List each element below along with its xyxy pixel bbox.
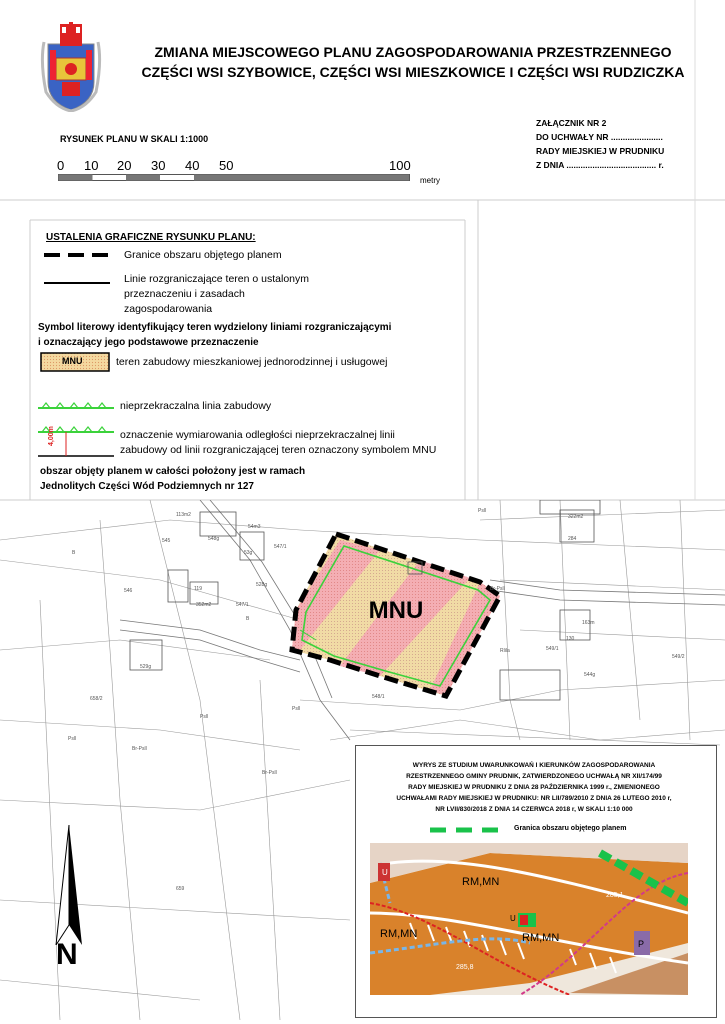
inset-text-5: NR LVII/830/2018 Z DNIA 14 CZERWCA 2018 r, W SKALI 1:10 000 — [435, 806, 633, 813]
groundwater-note — [40, 464, 305, 494]
inset-zone-p: P — [638, 939, 645, 949]
svg-text:545: 545 — [162, 538, 171, 544]
legend-building-line-text: nieprzekraczalna linia zabudowy — [120, 400, 272, 412]
svg-text:Psll: Psll — [478, 508, 487, 514]
scale-unit: metry — [420, 176, 440, 185]
svg-text:547/1: 547/1 — [274, 544, 287, 550]
inset-legend-text: Granica obszaru objętego planem — [514, 825, 627, 832]
svg-text:352m2: 352m2 — [196, 602, 212, 608]
scale-tick-40: 40 — [185, 158, 200, 173]
legend-symbol-2: i oznaczający jego podstawowe przeznaczenie — [38, 337, 259, 348]
scale-tick-10: 10 — [84, 158, 99, 173]
inset-description — [358, 760, 710, 815]
svg-text:Psll: Psll — [292, 706, 301, 712]
svg-text:659: 659 — [176, 886, 185, 892]
svg-text:113m2: 113m2 — [176, 512, 191, 518]
inset-text-3: RADY MIEJSKIEJ W PRUDNIKU Z DNIA 28 PAŹDZIERNIKA 1999 r., ZMIENIONEGO — [408, 784, 660, 791]
mnu-symbol-code: MNU — [62, 356, 83, 366]
svg-text:Br-Psll: Br-Psll — [490, 586, 505, 592]
mnu-plot-label: MNU — [368, 597, 424, 624]
inset-zone-2: RM,MN — [380, 928, 418, 940]
north-label: N — [56, 938, 78, 971]
inset-elev-2: 285,8 — [456, 964, 474, 971]
svg-text:163m: 163m — [582, 620, 595, 626]
svg-text:54m3: 54m3 — [248, 524, 261, 530]
groundwater-2: Jednolitych Części Wód Podziemnych nr 127 — [40, 481, 254, 492]
svg-text:Psll: Psll — [200, 714, 209, 720]
scale-tick-100: 100 — [389, 158, 411, 173]
title-line-2: CZĘŚCI WSI SZYBOWICE, CZĘŚCI WSI MIESZKOWICE I CZĘŚCI WSI RUDZICZKA — [141, 64, 685, 80]
svg-text:284: 284 — [568, 536, 577, 542]
scale-tick-20: 20 — [117, 158, 132, 173]
svg-text:548g: 548g — [208, 536, 220, 542]
svg-text:546: 546 — [124, 588, 133, 594]
inset-zone-u1: U — [382, 868, 388, 877]
legend-boundary-text: Granice obszaru objętego planem — [124, 249, 282, 261]
svg-text:53g: 53g — [244, 550, 253, 556]
svg-text:B: B — [246, 616, 250, 622]
title-line-1: ZMIANA MIEJSCOWEGO PLANU ZAGOSPODAROWANIA PRZESTRZENNEGO — [154, 44, 672, 60]
dimension-value: 4,00m — [48, 426, 55, 446]
north-arrow-icon — [54, 825, 84, 945]
attachment-line-3: RADY MIEJSKIEJ W PRUDNIKU — [536, 146, 665, 156]
svg-text:Psll: Psll — [68, 736, 77, 742]
legend-mnu-text: teren zabudowy mieszkaniowej jednorodzinnej i usługowej — [116, 356, 388, 368]
svg-text:119: 119 — [194, 586, 202, 592]
svg-text:658/2: 658/2 — [90, 696, 103, 702]
legend-dim-1: oznaczenie wymiarowania odległości nieprzekraczalnej linii — [120, 429, 395, 441]
scale-tick-0: 0 — [57, 158, 65, 173]
svg-text:Br-Psll: Br-Psll — [262, 770, 277, 776]
inset-study-map — [370, 843, 688, 995]
svg-text:544g: 544g — [584, 672, 596, 678]
scale-tick-30: 30 — [151, 158, 166, 173]
scale-title: RYSUNEK PLANU W SKALI 1:1000 — [60, 134, 209, 144]
svg-text:322m2: 322m2 — [568, 514, 584, 520]
attachment-line-4: Z DNIA ...................................... r. — [536, 160, 664, 170]
legend-symbol-1: Symbol literowy identyfikujący teren wydzielony liniami rozgraniczającymi — [38, 322, 392, 333]
inset-text-1: WYRYS ZE STUDIUM UWARUNKOWAŃ I KIERUNKÓW ZAGOSPODAROWANIA — [412, 762, 656, 769]
inset-zone-u2: U — [510, 914, 516, 923]
inset-elev-1: 285,1 — [606, 892, 624, 899]
svg-text:Rlila: Rlila — [500, 648, 510, 654]
inset-zone-1: RM,MN — [462, 876, 500, 888]
attachment-line-1: ZAŁĄCZNIK NR 2 — [536, 118, 607, 128]
svg-text:547/1: 547/1 — [236, 602, 249, 608]
legend-lines-3: zagospodarowania — [124, 303, 213, 315]
svg-text:130: 130 — [566, 636, 575, 642]
svg-text:549/1: 549/1 — [546, 646, 559, 652]
legend-lines-1: Linie rozgraniczające teren o ustalonym — [124, 273, 310, 285]
lines-symbol — [44, 280, 114, 286]
inset-zone-3: RM,MN — [522, 932, 560, 944]
svg-text:Br-Psll: Br-Psll — [132, 746, 147, 752]
legend-symbol-text — [38, 320, 391, 350]
inset-text-4: UCHWAŁAMI RADY MIEJSKIEJ W PRUDNIKU: NR LII/789/2010 Z DNIA 26 LUTEGO 2010 r, — [396, 795, 672, 802]
legend-lines-2: przeznaczeniu i zasadach — [124, 288, 245, 300]
legend-dim-2: zabudowy od linii rozgraniczającej teren oznaczony symbolem MNU — [120, 444, 437, 456]
boundary-line-symbol — [44, 250, 114, 260]
svg-text:529g: 529g — [140, 664, 152, 670]
attachment-line-2: DO UCHWAŁY NR ...................... — [536, 132, 663, 142]
groundwater-1: obszar objęty planem w całości położony jest w ramach — [40, 466, 306, 477]
legend-dimension-text — [120, 428, 436, 458]
svg-text:B: B — [72, 550, 76, 556]
inset-text-2: RZESTRZENNEGO GMINY PRUDNIK, ZATWIERDZONEGO UCHWAŁĄ NR XII/174/99 — [406, 773, 662, 780]
svg-text:548/1: 548/1 — [372, 694, 385, 700]
svg-text:549/2: 549/2 — [672, 654, 685, 660]
legend-lines-text — [124, 272, 309, 317]
svg-text:528g: 528g — [256, 582, 268, 588]
building-line-symbol — [38, 400, 114, 412]
legend-heading: USTALENIA GRAFICZNE RYSUNKU PLANU: — [46, 232, 256, 243]
inset-legend-line — [430, 826, 508, 834]
scale-tick-50: 50 — [219, 158, 234, 173]
